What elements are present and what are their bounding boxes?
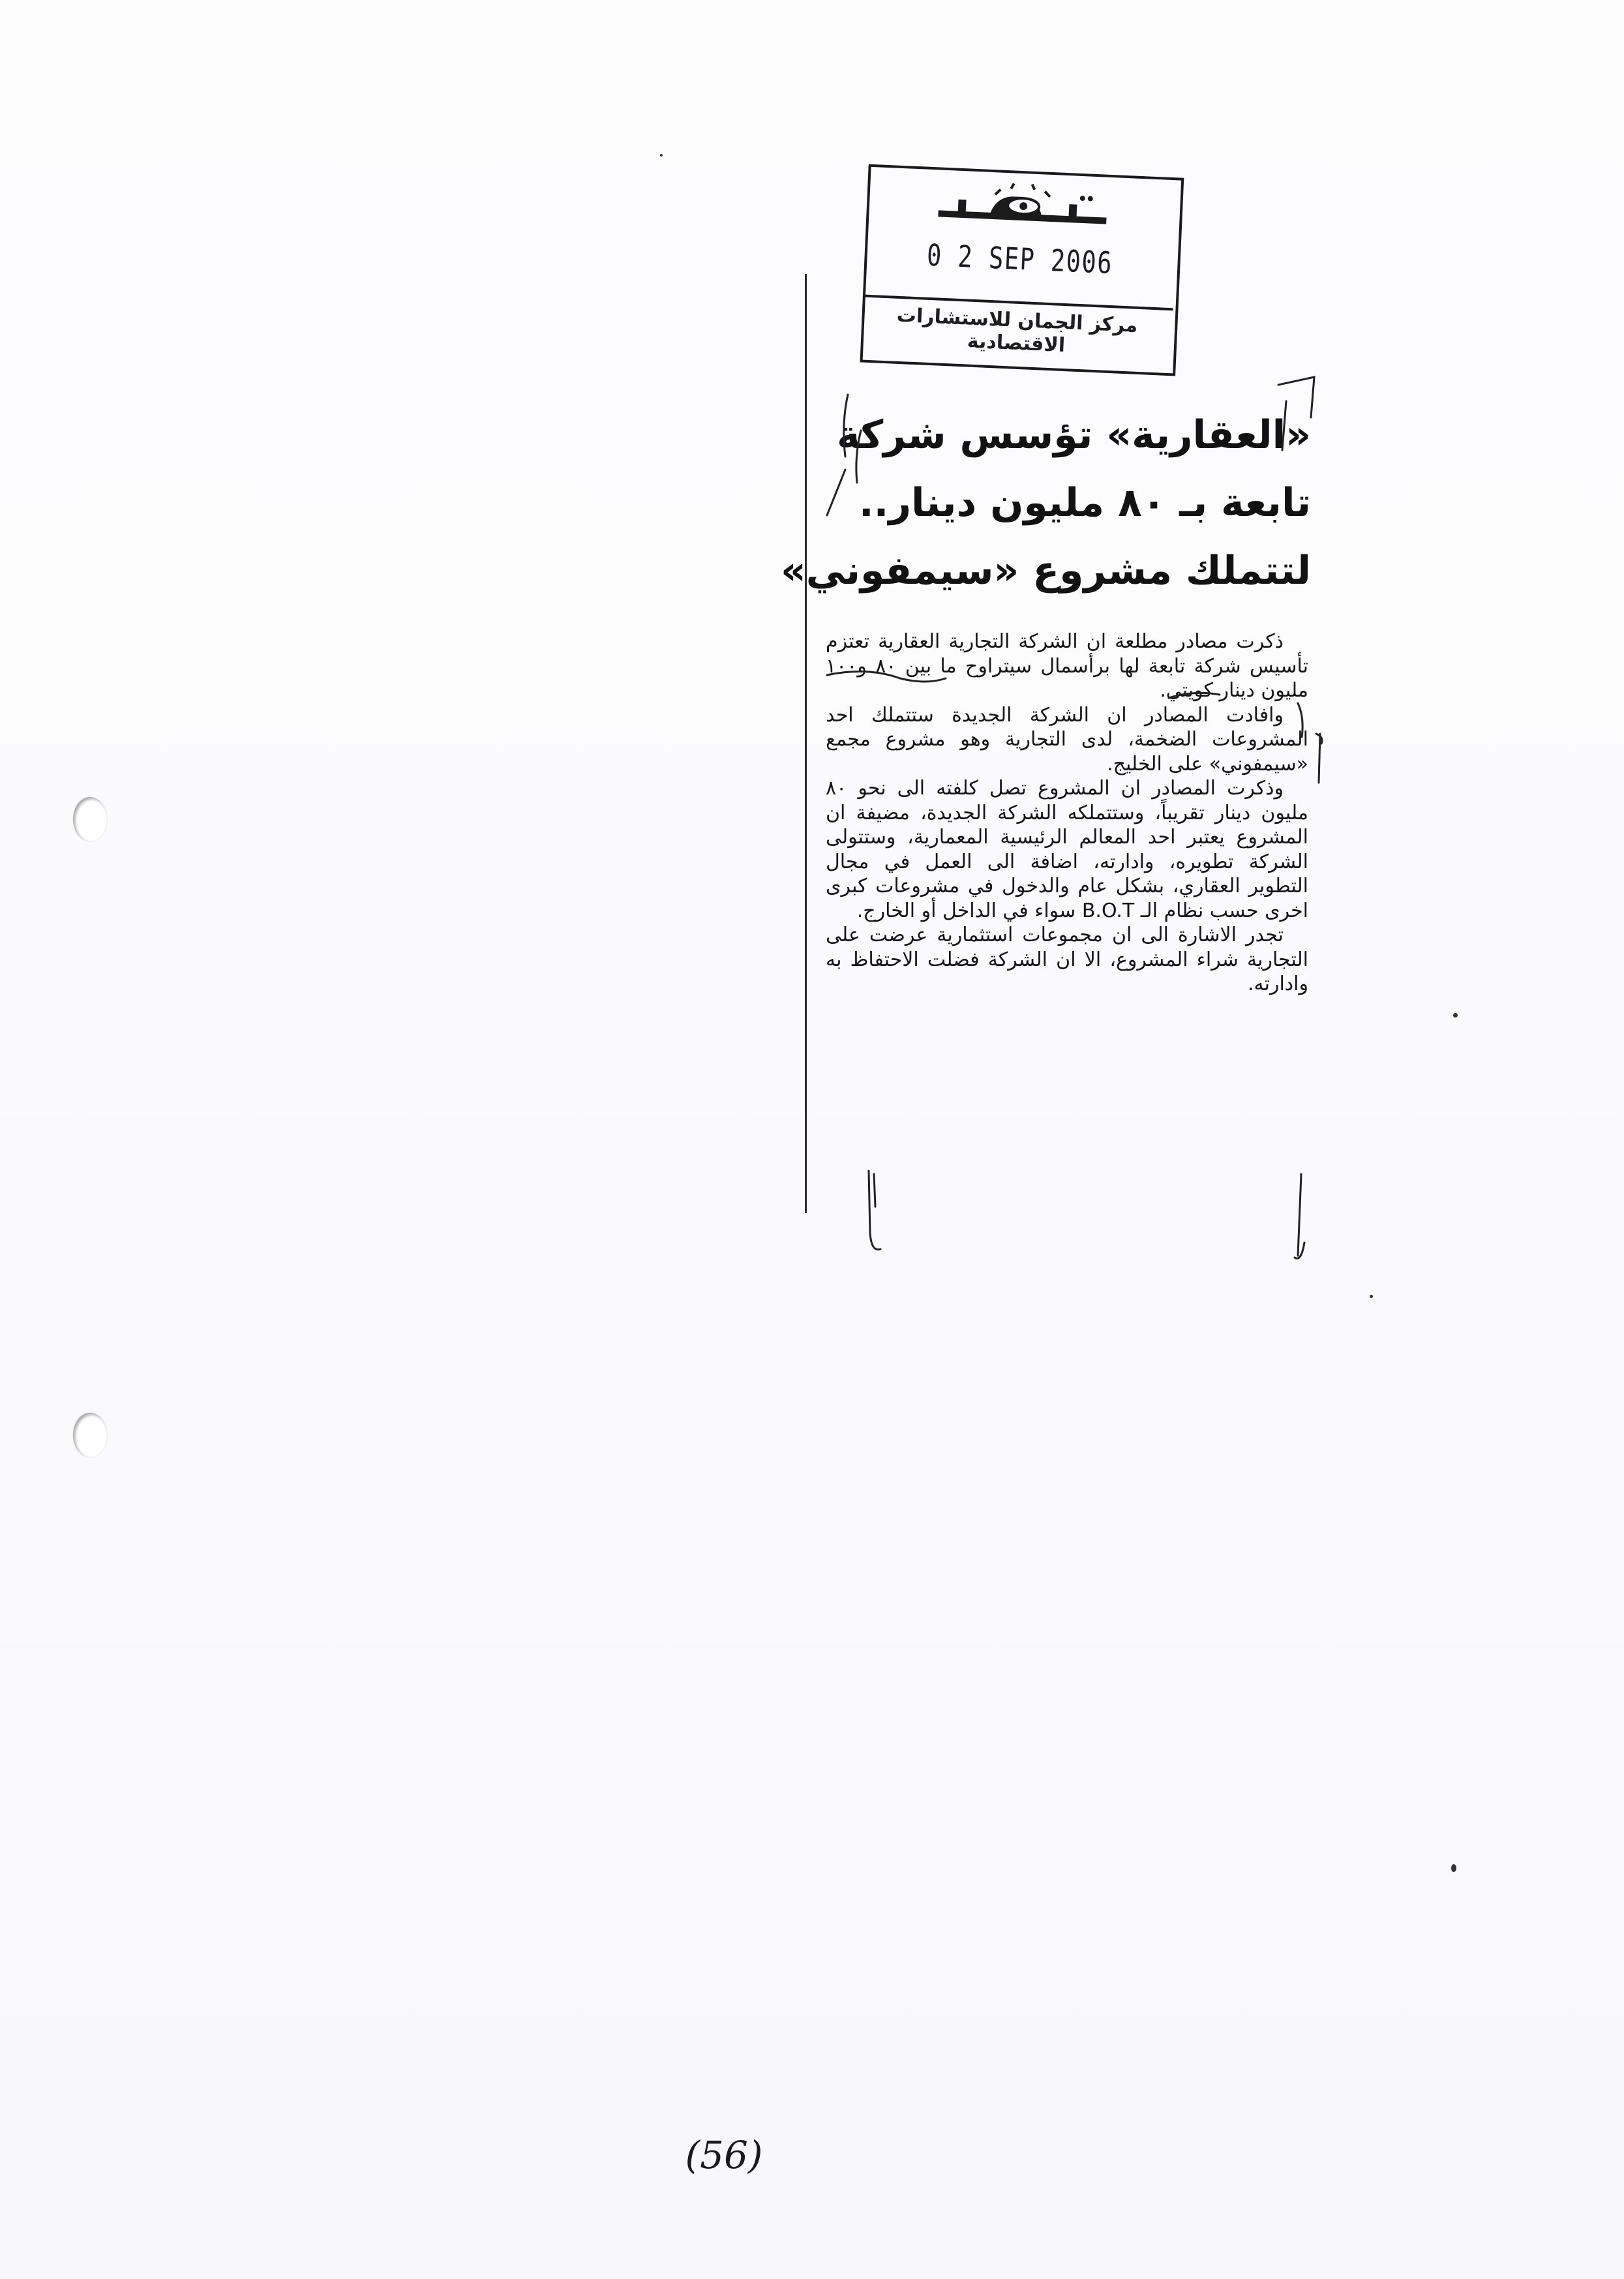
page-number: (56)	[685, 2133, 763, 2177]
scan-speck	[1451, 1864, 1456, 1872]
date-stamp	[860, 164, 1182, 374]
article-paragraph: وذكرت المصادر ان المشروع تصل كلفته الى نحو ٨٠ مليون دينار تقريباً، وستتملكه الشركة الجديدة، مضيفة ان المشروع يعتبر احد المعالم الرئيسية المعمارية، وستتولى الشركة تطويره، وادارته، اضافة الى العمل في مجال التطوير العقاري، بشكل عام والدخول في مشروعات كبرى اخرى حسب نظام الـ B.O.T سواء في الداخل أو الخارج.	[826, 777, 1308, 922]
headline-line: تابعة بـ ٨٠ مليون دينار..	[858, 480, 1311, 526]
clipping-edge-line	[805, 274, 807, 1213]
article-paragraph: وافادت المصادر ان الشركة الجديدة ستتملك احد المشروعات الضخمة، لدى التجارية وهو مشروع مجمع «سيمفوني» على الخليج.	[826, 703, 1308, 776]
stamp-footer: مركز الجمان للاستشارات الاقتصادية	[896, 303, 1138, 357]
headline-line: «العقارية» تؤسس شركة	[836, 412, 1311, 458]
scan-speck	[1370, 1295, 1373, 1298]
article-body	[826, 629, 1308, 997]
scan-speck	[1453, 1013, 1458, 1018]
article-paragraph: تجدر الاشارة الى ان مجموعات استثمارية عرضت على التجارية شراء المشروع، الا ان الشركة فضلت الاحتفاظ به وادارته.	[826, 924, 1308, 995]
headline-line: لتتملك مشروع «سيمفوني»	[781, 548, 1311, 594]
newspaper-logo	[931, 179, 1116, 232]
punch-hole	[73, 1413, 107, 1457]
article-headline	[781, 401, 1311, 605]
stamp-date: 0 2 SEP 2006	[926, 237, 1114, 281]
scan-speck	[660, 154, 663, 157]
punch-hole	[73, 797, 107, 841]
article-paragraph: ذكرت مصادر مطلعة ان الشركة التجارية العقارية تعتزم تأسيس شركة تابعة لها برأسمال سيتراوح ما بين ٨٠ و١٠٠ مليون دينار كويتي.	[826, 630, 1308, 702]
